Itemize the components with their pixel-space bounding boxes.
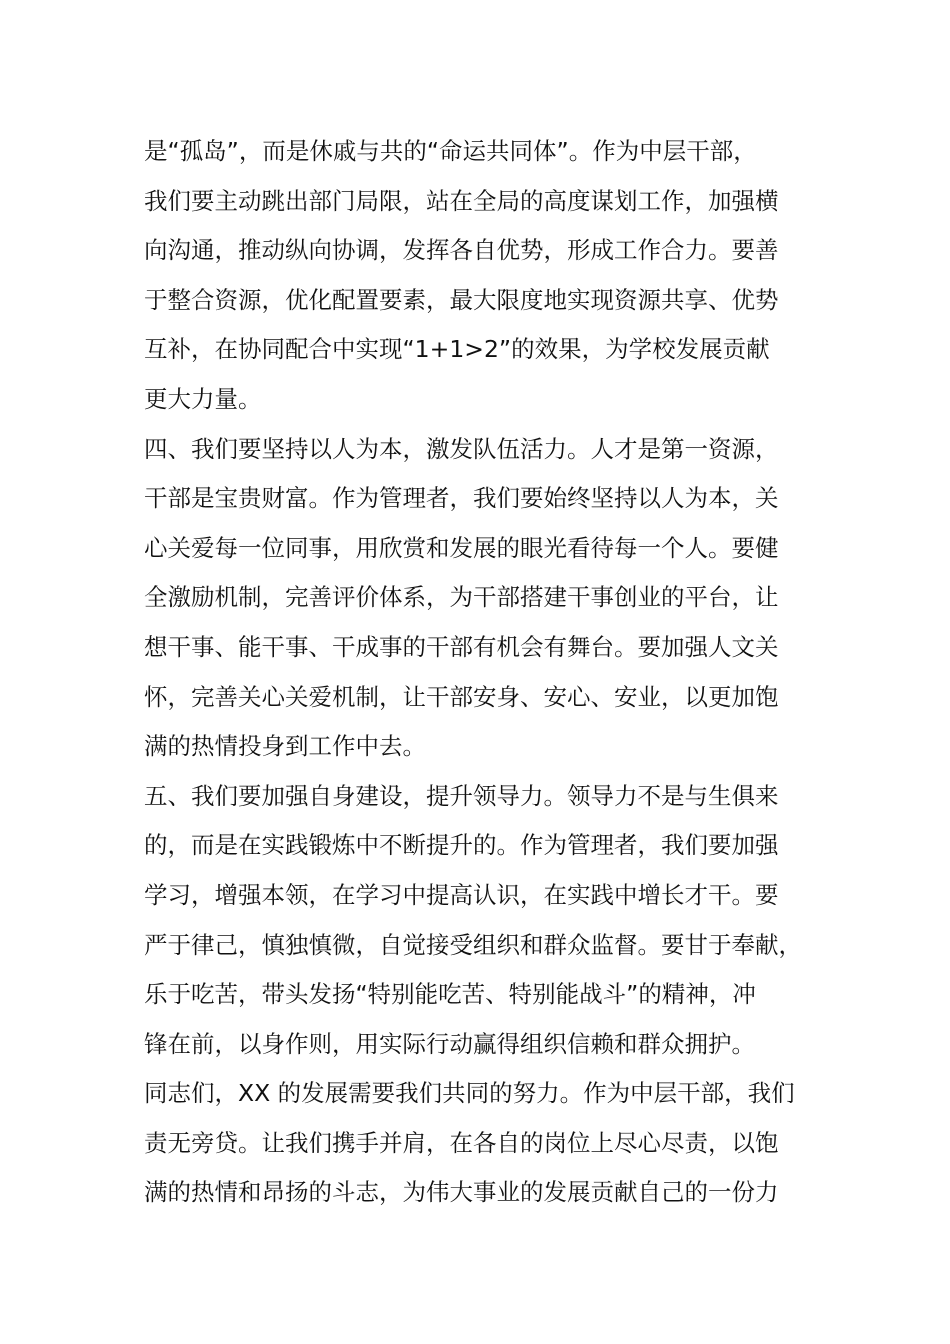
text-line: 向沟通，推动纵向协调，发挥各自优势，形成工作合力。要善 — [144, 236, 779, 265]
text-line: 干部是宝贵财富。作为管理者，我们要始终坚持以人为本，关 — [144, 484, 779, 513]
text-line: 想干事、能干事、干成事的干部有机会有舞台。要加强人文关 — [144, 632, 779, 661]
text-line: 的，而是在实践锻炼中不断提升的。作为管理者，我们要加强 — [144, 831, 779, 860]
text-line: 心关爱每一位同事，用欣赏和发展的眼光看待每一个人。要健 — [144, 533, 779, 562]
text-line: 五、我们要加强自身建设，提升领导力。领导力不是与生俱来 — [144, 781, 779, 810]
text-line: 我们要主动跳出部门局限，站在全局的高度谋划工作，加强横 — [144, 186, 779, 215]
text-line: 四、我们要坚持以人为本，激发队伍活力。人才是第一资源， — [144, 434, 779, 463]
text-line: 锋在前，以身作则，用实际行动赢得组织信赖和群众拥护。 — [144, 1029, 755, 1058]
body-text — [144, 127, 834, 1218]
text-line: 满的热情和昂扬的斗志，为伟大事业的发展贡献自己的一份力 — [144, 1178, 779, 1207]
text-line: 严于律己，慎独慎微，自觉接受组织和群众监督。要甘于奉献， — [144, 930, 802, 959]
text-line: 学习，增强本领，在学习中提高认识，在实践中增长才干。要 — [144, 880, 779, 909]
text-line: 责无旁贷。让我们携手并肩，在各自的岗位上尽心尽责，以饱 — [144, 1128, 779, 1157]
text-line: 同志们，XX 的发展需要我们共同的努力。作为中层干部，我们 — [144, 1079, 795, 1108]
text-line: 满的热情投身到工作中去。 — [144, 732, 426, 761]
text-line: 于整合资源，优化配置要素，最大限度地实现资源共享、优势 — [144, 285, 779, 314]
text-line: 怀，完善关心关爱机制，让干部安身、安心、安业，以更加饱 — [144, 682, 779, 711]
text-line: 是“孤岛”，而是休戚与共的“命运共同体”。作为中层干部， — [144, 137, 757, 165]
text-line: 乐于吃苦，带头发扬“特别能吃苦、特别能战斗”的精神，冲 — [144, 980, 756, 1009]
text-line: 更大力量。 — [144, 384, 262, 413]
text-line: 互补，在协同配合中实现“1+1>2”的效果，为学校发展贡献 — [144, 335, 770, 364]
text-line: 全激励机制，完善评价体系，为干部搭建干事创业的平台，让 — [144, 583, 779, 612]
